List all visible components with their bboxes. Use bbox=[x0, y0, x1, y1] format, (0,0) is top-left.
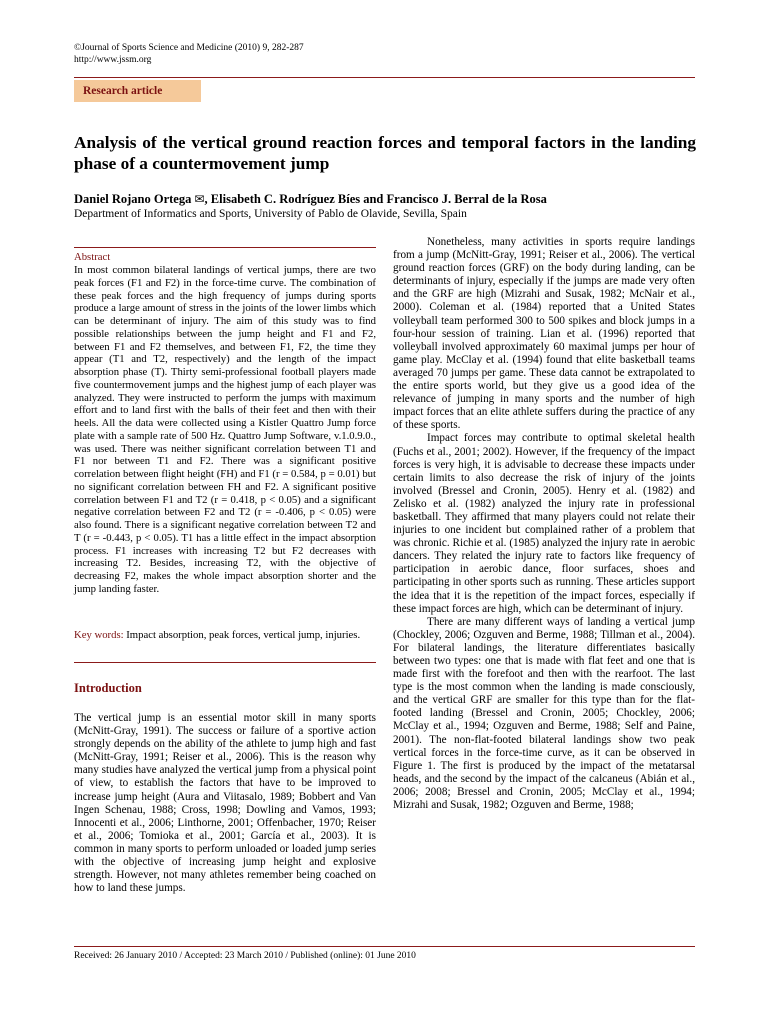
introduction-body: The vertical jump is an essential motor skill in many sports (McNitt-Gray, 1991). The success or failure of a sportive action strongly depends on the ability of the athlete to jump high and fast (McNitt-Gray, 1991; Reiser et al., 2006). This is the reason why many studies have analyzed the vertical jump from a physical point of view, to establish the factors that have to be improved to increase jump height (Aura and Viitasalo, 1989; Bobbert and Van Ingen Schenau, 1988; Cross, 1998; Dowling and Vamos, 1993; Innocenti et al., 2006; Linthorne, 2001; Offenbacher, 1970; Reiser et al., 2006; Tomioka et al., 2001; García et al., 2003). It is common in many sports to perform unloaded or loaded jump series with the objective of increasing jump height and explosive strength. However, not many athletes remember being coached on how to land these jumps. bbox=[74, 712, 376, 895]
abstract-heading: Abstract bbox=[74, 251, 111, 263]
article-type-badge: Research article bbox=[74, 80, 201, 102]
abstract-top-divider bbox=[74, 247, 376, 248]
keywords-text: Impact absorption, peak forces, vertical jump, injuries. bbox=[123, 629, 361, 641]
introduction-heading: Introduction bbox=[74, 681, 142, 695]
envelope-icon[interactable]: ✉ bbox=[194, 192, 205, 206]
keywords bbox=[74, 629, 376, 642]
affiliation: Department of Informatics and Sports, University of Pablo de Olavide, Sevilla, Spain bbox=[74, 208, 467, 220]
author-names-first: Daniel Rojano Ortega bbox=[74, 192, 192, 206]
bottom-divider bbox=[74, 946, 695, 947]
author-names-rest: , Elisabeth C. Rodríguez Bíes and Francisco J. Berral de la Rosa bbox=[204, 192, 547, 206]
publication-dates: Received: 26 January 2010 / Accepted: 23 March 2010 / Published (online): 01 June 2010 bbox=[74, 951, 416, 961]
article-title: Analysis of the vertical ground reaction forces and temporal factors in the landing phase of a countermovement jump bbox=[74, 133, 696, 173]
journal-citation: ©Journal of Sports Science and Medicine (2010) 9, 282-287 bbox=[74, 43, 304, 53]
keywords-label: Key words: bbox=[74, 629, 124, 641]
abstract-text: In most common bilateral landings of vertical jumps, there are two peak forces (F1 and F2) in the force-time curve. The combination of these peak forces and the high frequency of jumps during sports produce a large amount of stress in the joints of the lower limbs which can be determinant of injury. The aim of this study was to find possible relationships between the jump height and F1 and F2, between F1 and F2 themselves, and between F1, F2, the time they appear (T1 and T2, respectively) and the length of the impact absorption phase (T). Thirty semi-professional football players made five countermovement jumps and the highest jump of each player was analyzed. They were instructed to perform the jumps with maximum effort and to land first with the balls of their feet and then with their heels. All the data were collected using a Kistler Quattro Jump force plate with a sample rate of 500 Hz. Quattro Jump Software, v.1.0.9.0., was used. There was neither significant correlation between T1 and F1 nor between T1 and F2. There was a significant positive correlation between flight height (FH) and F1 (r = 0.584, p = 0.01) but no significant correlation between FH and F2. A significant positive correlation between F1 and T2 (r = 0.418, p < 0.05) and a significant negative correlation between F2 and T2 (r = -0.406, p < 0.05) were also found. There is a significant negative correlation between T2 and T (r = -0.443, p < 0.05). T1 has a little effect in the impact absorption process. F1 increases with increasing T2 but F2 decreases with increasing T2. Besides, increasing T2, with the objective of decreasing F2, makes the whole impact absorption shorter and the jump landing faster. bbox=[74, 264, 376, 595]
abstract-bottom-divider bbox=[74, 662, 376, 663]
journal-url[interactable]: http://www.jssm.org bbox=[74, 55, 152, 65]
paragraph: Impact forces may contribute to optimal skeletal health (Fuchs et al., 2001; 2002). However, if the frequency of the impact forces is very high, it is advisable to decrease these impacts under certain limits to also decrease the risk of injury of the joints involved (Bressel and Cronin, 2005). Henry et al. (1982) and Zelisko et al. (1982) analyzed the injury rate in professional basketball. They affirmed that many players could not relate their injuries to one incident but complained rather of a problem that was chronic. Richie et al. (1985) analyzed the injury rate in aerobic dancers. They related the injury rate to factors like frequency of participation in aerobic dance, floor surfaces, shoes and participating in other sports such as running. These articles support the idea that it is the repetition of the impact forces, especially if these impact forces are high, which can be determinant of injury. bbox=[393, 432, 695, 615]
author-list bbox=[74, 192, 696, 207]
paragraph: Nonetheless, many activities in sports require landings from a jump (McNitt-Gray, 1991; Reiser et al., 2006). The vertical ground reaction forces (GRF) on the body during landing, can be determinants of injury, especially if the jumps are made very often and the GRF are high (Mizrahi and Susak, 1982; McNair et al., 2000). Coleman et al. (1984) reported that a United States volleyball team performed 300 to 500 spikes and block jumps in a four-hour session of training. Lian et al. (1996) reported that volleyball involved approximately 60 maximal jumps per hour of game play. McClay et al. (1994) found that elite basketball teams averaged 70 jumps per game. These data cannot be extrapolated to the entire sports world, but they give us a good idea of the relevance of jumping in many sports and the number of high impact forces that an elite athlete suffers during the practice of any of these sports. bbox=[393, 236, 695, 432]
top-divider bbox=[74, 77, 695, 78]
right-column bbox=[393, 236, 695, 812]
paragraph: There are many different ways of landing a vertical jump (Chockley, 2006; Ozguven and Berme, 1988; Tillman et al., 2004). For bilateral landings, the literature differentiates basically between two types: one that is made with flat feet and one that is made first with the forefoot and then with the rearfoot. The last type is the most common when the landing is made consciously, and the vertical GRF are smaller for this type than for the flat-footed landing (Bressel and Cronin, 2005; Chockley, 2006; McClay et al., 1994; Ozguven and Berme, 1988; Self and Paine, 2001). The non-flat-footed bilateral landings show two peak vertical forces in the force-time curve, as it can be observed in Figure 1. The first is produced by the impact of the metatarsal heads, and the second by the impact of the calcaneus (Abián et al., 2006; 2008; Bressel and Cronin, 2005; McClay et al., 1994; Mizrahi and Susak, 1982; Ozguven and Berme, 1988; bbox=[393, 615, 695, 812]
abstract-body bbox=[74, 264, 376, 596]
